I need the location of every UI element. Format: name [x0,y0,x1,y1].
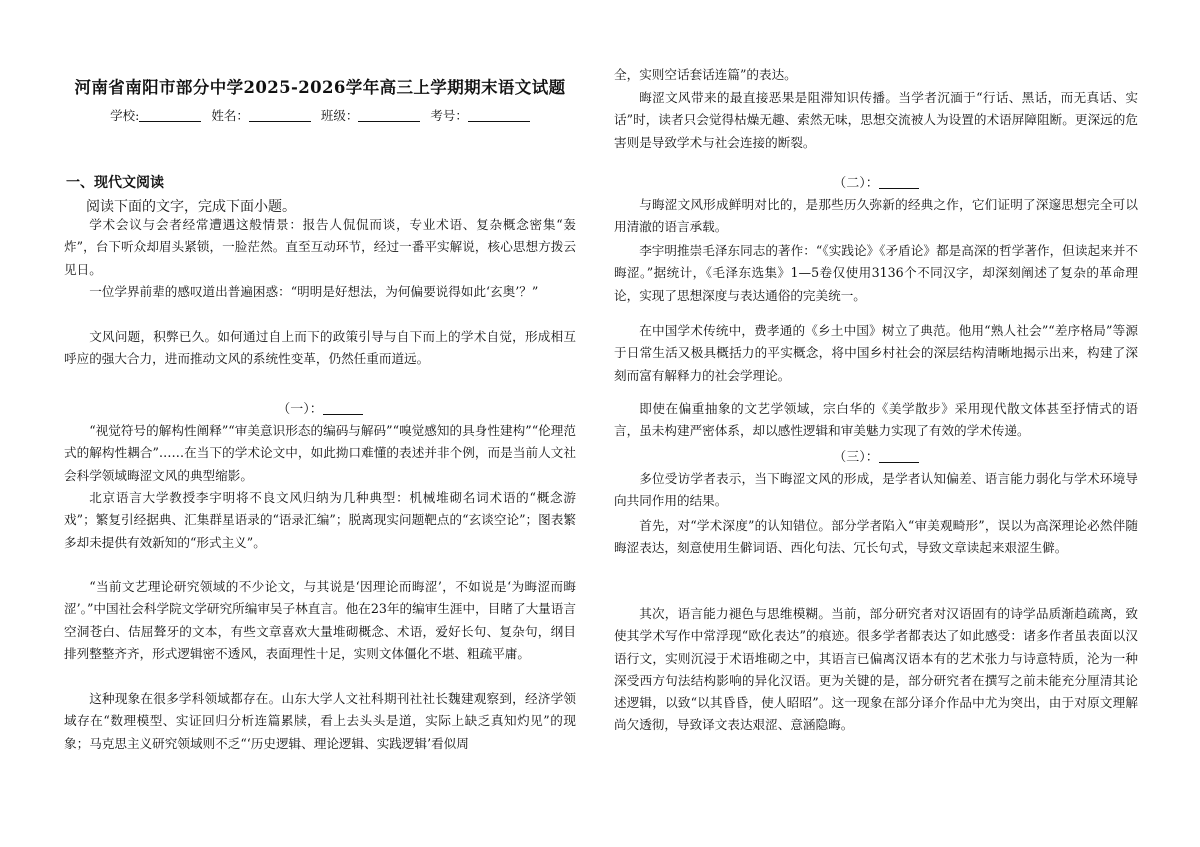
exam-number-label: 考号： [430,108,468,123]
left-paragraph-7: 这种现象在很多学科领域都存在。山东大学人文社科期刊社社长魏建观察到，经济学领域存在“数理模型、实证回归分析连篇累牍，看上去头头是道，实际上缺乏真知灼见”的现象；马克思主义研究领域则不乏“‘历史逻辑、理论逻辑、实践逻辑’看似周 [64,691,576,751]
school-label: 学校: [110,108,140,123]
left-paragraph-4: “视觉符号的解构性阐释”“审美意识形态的编码与解码”“嗅觉感知的具身性建构”“伦理范式的解构性耦合”……在当下的学术论文中，如此拗口难懂的表述并非个例，而是当前人文社会科学领域晦涩文风的典型缩影。 [64,423,576,483]
school-blank[interactable] [139,109,201,122]
subheading-2 [614,172,1138,191]
exam-number-blank[interactable] [468,109,530,122]
subheading-1-label: （一）： [277,402,323,417]
section-heading: 一、现代文阅读 [66,175,164,191]
right-paragraph-5: 在中国学术传统中，费孝通的《乡土中国》树立了典范。他用“熟人社会”“差序格局”等源于日常生活又极具概括力的平实概念，将中国乡村社会的深层结构清晰地揭示出来，构建了深刻而富有解释力的社会学理论。 [614,323,1138,383]
class-blank[interactable] [358,109,420,122]
student-info-line [64,106,576,124]
right-paragraph-9: 其次，语言能力褪色与思维模糊。当前，部分研究者对汉语固有的诗学品质渐趋疏离，致使其学术写作中常浮现“欧化表达”的痕迹。很多学者都表达了如此感受：诸多作者虽表面以汉语行文，实则沉浸于术语堆砌之中，其语言已偏离汉语本有的艺术张力与诗意特质，沦为一种深受西方句法结构影响的异化汉语。更为关键的是，部分研究者在撰写之前未能充分厘清其论述逻辑，以致“以其昏昏，使人昭昭”。这一现象在部分译介作品中尤为突出，由于对原文理解尚欠透彻，导致译文表达艰涩、意涵隐晦。 [614,606,1138,733]
left-paragraph-5: 北京语言大学教授李宇明将不良文风归纳为几种典型：机械堆砌名词术语的“概念游戏”；繁复引经据典、汇集群星语录的“语录汇编”；脱离现实问题靶点的“玄谈空论”；图表繁多却未提供有效新知的“形式主义”。 [64,490,576,550]
subheading-3 [614,446,1138,465]
right-paragraph-7: 多位受访学者表示，当下晦涩文风的形成，是学者认知偏差、语言能力弱化与学术环境导向共同作用的结果。 [614,471,1138,509]
subheading-1-blank[interactable] [323,402,363,415]
name-field[interactable] [211,108,311,123]
exam-title: 河南省南阳市部分中学2025-2026学年高三上学期期末语文试题 [74,78,566,97]
right-paragraph-4: 李宇明推崇毛泽东同志的著作：“《实践论》《矛盾论》都是高深的哲学著作，但读起来并不晦涩。”据统计，《毛泽东选集》1—5卷仅使用3136个不同汉字，却深刻阐述了复杂的革命理论，实现了思想深度与表达通俗的完美统一。 [614,243,1138,303]
reading-instruction: 阅读下面的文字，完成下面小题。 [86,199,296,215]
subheading-3-label: （三）： [833,450,879,465]
right-paragraph-1: 全，实则空话套话连篇”的表达。 [614,67,797,82]
left-paragraph-3: 文风问题，积弊已久。如何通过自上而下的政策引导与自下而上的学术自觉，形成相互呼应的强大合力，进而推动文风的系统性变革，仍然任重而道远。 [64,329,576,367]
name-blank[interactable] [249,109,311,122]
school-field[interactable] [110,108,201,123]
subheading-2-blank[interactable] [879,176,919,189]
left-paragraph-1: 学术会议与会者经常遭遇这般情景：报告人侃侃而谈，专业术语、复杂概念密集“轰炸”，台下听众却眉头紧锁，一脸茫然。直至互动环节，经过一番平实解说，核心思想方拨云见日。 [64,217,576,277]
right-paragraph-2: 晦涩文风带来的最直接恶果是阻滞知识传播。当学者沉湎于“行话、黑话，而无真话、实话”时，读者只会觉得枯燥无趣、索然无味，思想交流被人为设置的术语屏障阻断。更深远的危害则是导致学术与社会连接的断裂。 [614,90,1138,150]
class-label: 班级： [320,108,359,123]
right-paragraph-3: 与晦涩文风形成鲜明对比的，是那些历久弥新的经典之作，它们证明了深邃思想完全可以用清澈的语言承载。 [614,197,1138,235]
subheading-2-label: （二）： [833,176,879,191]
subheading-1 [64,398,576,417]
right-paragraph-8: 首先，对“学术深度”的认知错位。部分学者陷入“审美观畸形”，误以为高深理论必然伴随晦涩表达，刻意使用生僻词语、西化句法、冗长句式，导致文章读起来艰涩生僻。 [614,518,1138,556]
exam-number-field[interactable] [430,108,530,123]
name-label: 姓名： [211,108,249,123]
right-paragraph-6: 即使在偏重抽象的文艺学领域，宗白华的《美学散步》采用现代散文体甚至抒情式的语言，虽未构建严密体系，却以感性逻辑和审美魅力实现了有效的学术传递。 [614,401,1138,439]
left-paragraph-2: 一位学界前辈的感叹道出普遍困惑：“明明是好想法，为何偏要说得如此‘玄奥’？” [89,284,539,299]
left-paragraph-6: “当前文艺理论研究领域的不少论文，与其说是‘因理论而晦涩’，不如说是‘为晦涩而晦涩’。”中国社会科学院文学研究所编审吴子林直言。他在23年的编审生涯中，目睹了大量语言空洞苍白、佶屈聱牙的文本，有些文章喜欢大量堆砌概念、术语，爱好长句、复杂句，纲目排列整整齐齐，形式逻辑密不透风，表面理性十足，实则文体僵化不堪、粗疏平庸。 [64,579,576,661]
subheading-3-blank[interactable] [879,450,919,463]
class-field[interactable] [321,108,421,123]
